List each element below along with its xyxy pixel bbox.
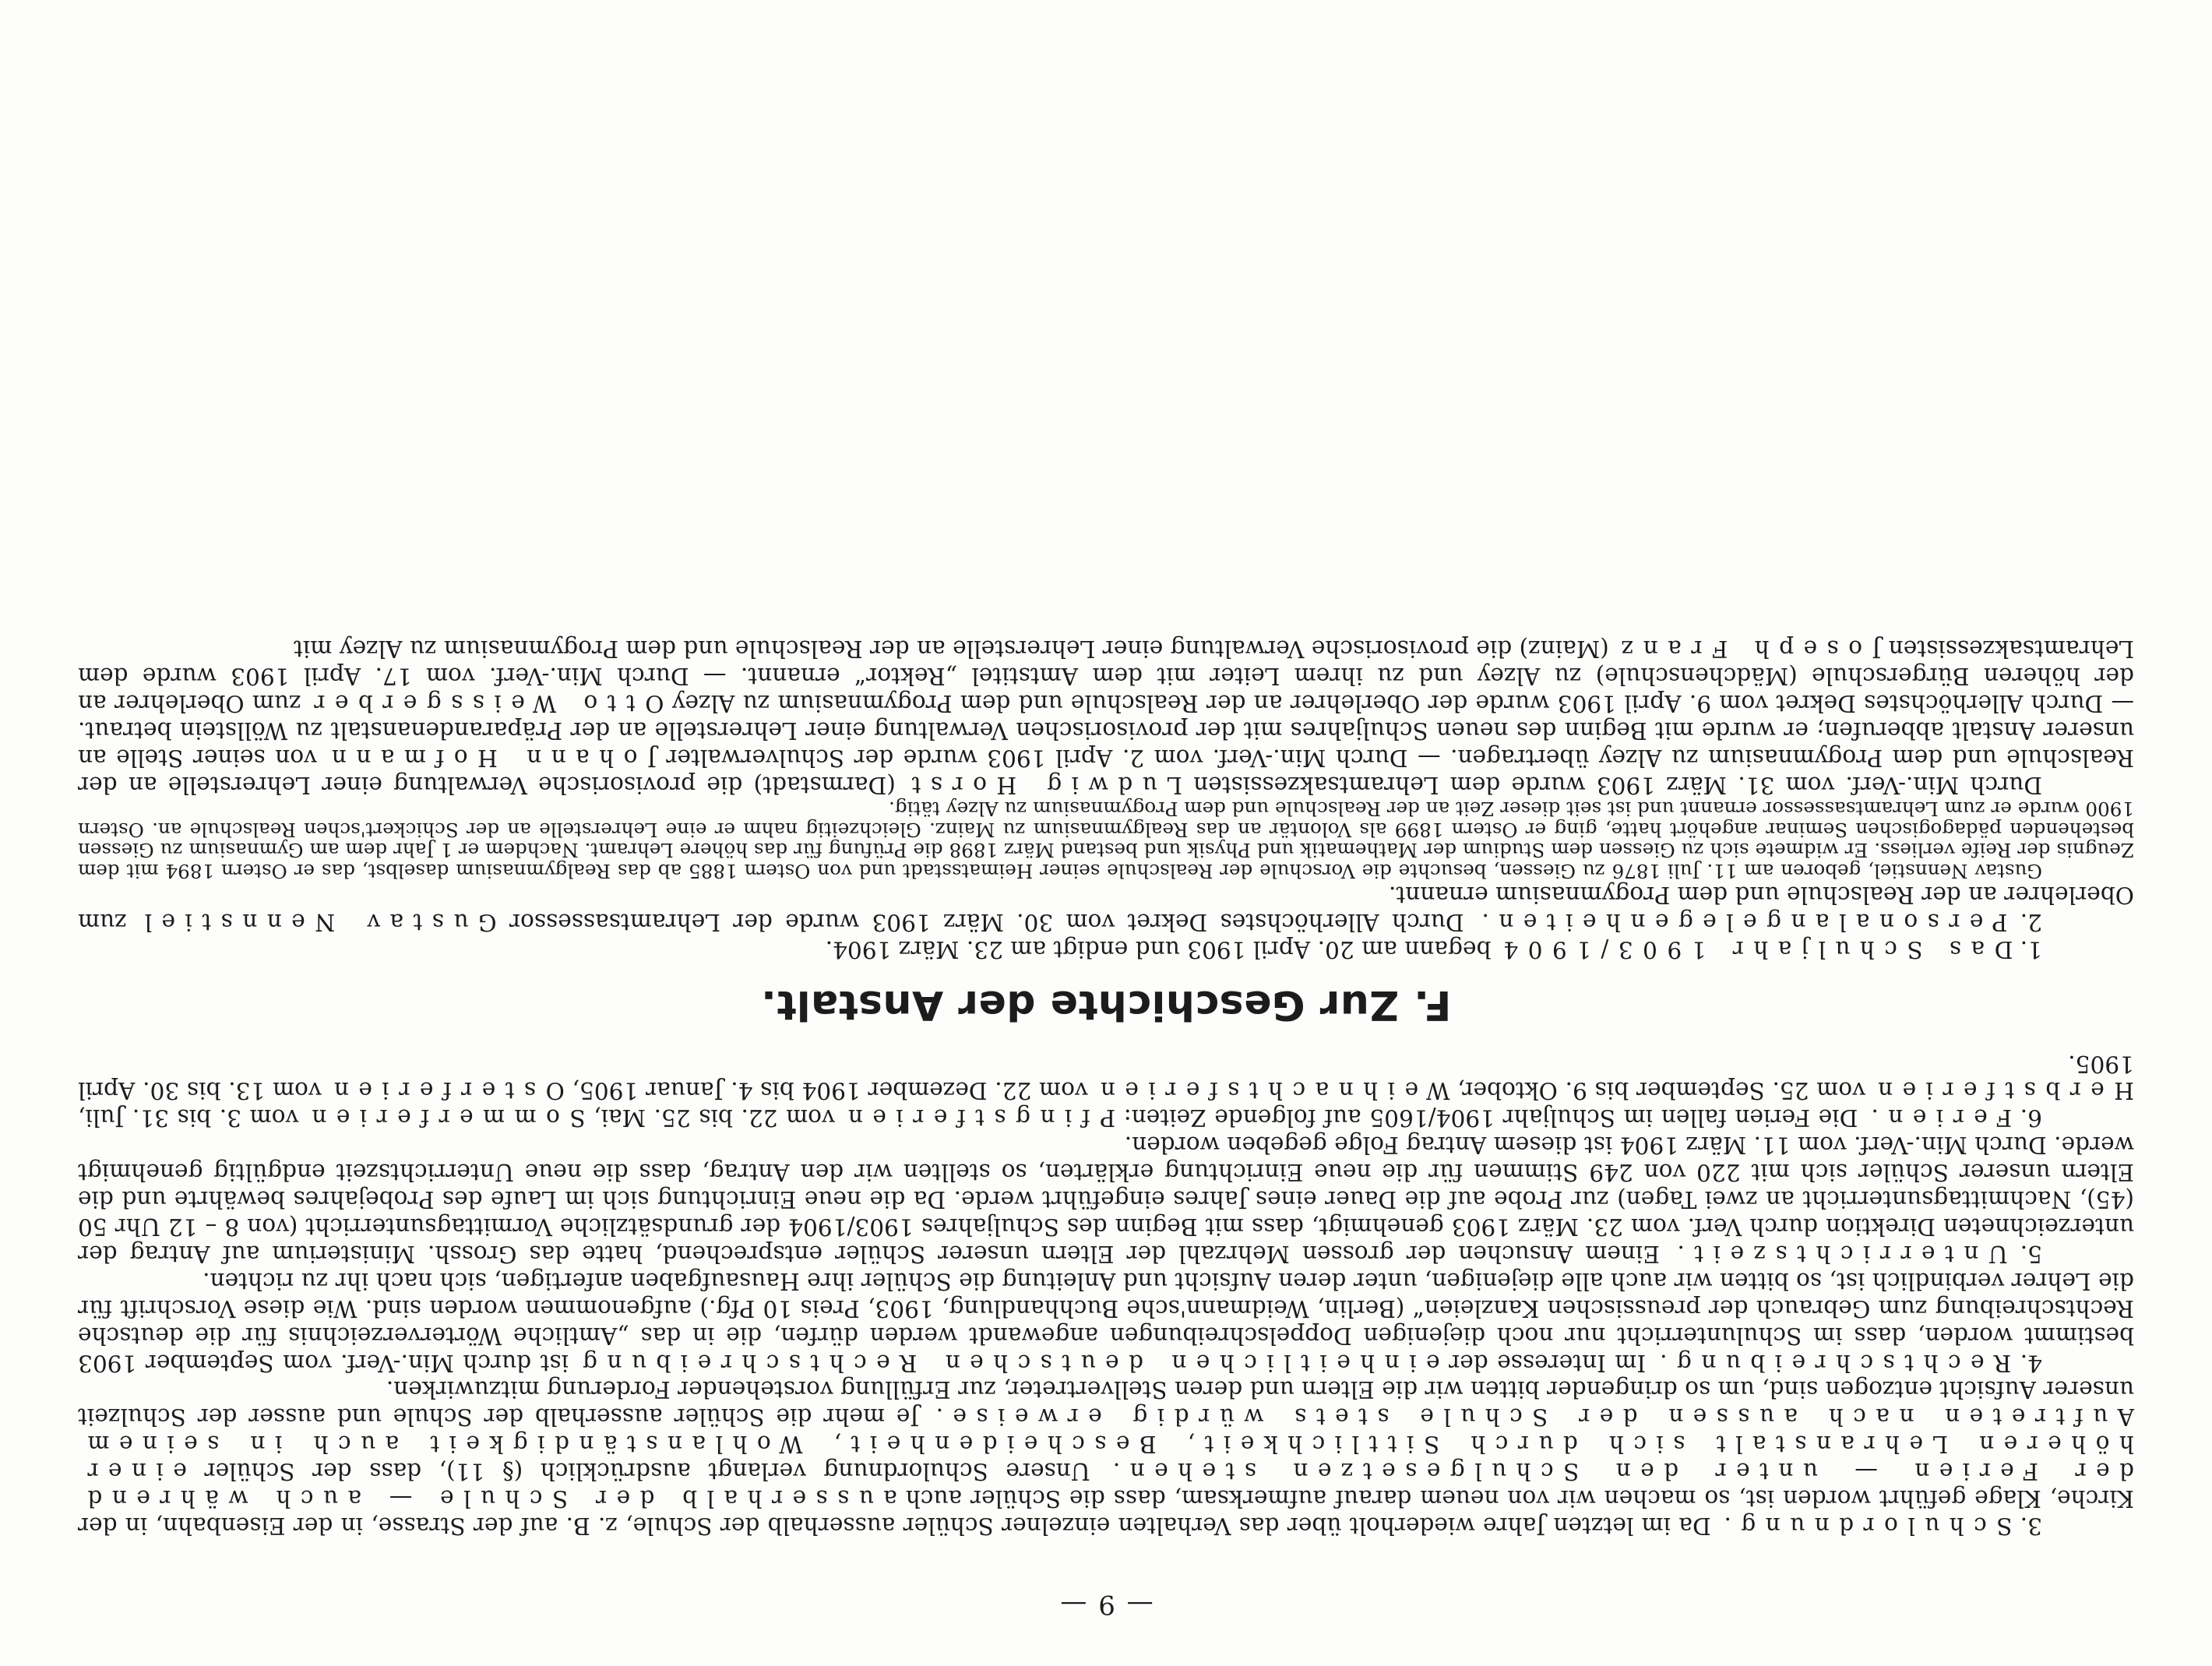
paragraph-rechtschreibung	[78, 1267, 2134, 1376]
item-text: Im Interesse der	[1449, 1349, 1647, 1376]
paragraph-personalangelegenheiten	[78, 881, 2134, 935]
item-title: Das Schuljahr 1903/1904	[1493, 935, 2013, 963]
item-title: Unterrichtszeit.	[1668, 1240, 2008, 1267]
item-title: Personalangelegenheiten.	[1472, 908, 2008, 935]
paragraph-ferien	[78, 1050, 2134, 1132]
emphasis-text: Gustav Nennstiel	[135, 908, 497, 935]
item-text: vom 22. Dezember 1904 bis 4. Januar 1905,	[572, 1077, 1088, 1104]
emphasis-text: Herbstferien	[1868, 1077, 2134, 1104]
item-text: Einem Ansuchen der grossen Mehrzahl der Eltern unserer Schüler entsprechend, hatte das Grossh. Ministerium auf Antrag der unterzeichneten Direktion durch Verf. vom 23. März 1903 genehmigt, dass mit Beginn des Schuljahres 1903/1904 der grundsätzliche Vormittagsunterricht (von 8 – 12 Uhr 50 (45), Nachmittagsunterricht an zwei Tagen) zur Probe auf die Dauer eines Jahres eingeführt werde. Da die neue Einrichtung sich im Laufe des Probejahres bewährte und die Eltern unserer Schüler sich mit 220 von 249 Stimmen für die neue Einrichtung erklärten, so stellten wir den Antrag, dass die neue Unterrichtszeit endgültig genehmigt werde. Durch Min.-Verf. vom 11. März 1904 ist diesem Antrag Folge gegeben worden.	[78, 1132, 2134, 1267]
emphasis-text: Joseph Franz	[1611, 636, 1882, 663]
item-title: Ferien.	[1862, 1104, 2013, 1132]
item-text: Unsere Schulordnung verlangt ausdrücklich (§ 11), dass der Schüler	[204, 1458, 1090, 1485]
item-number: 2.	[2020, 908, 2042, 935]
item-text: Die Ferien fallen im Schuljahr 1904/1605 auf folgende Zeiten:	[1123, 1104, 1858, 1132]
item-text: von seiner Stelle an unserer Anstalt abberufen; er wurde mit Beginn des neuen Schuljahres mit der provisorischen Verwaltung einer Lehrerstelle an der Präparandenanstalt zu Wöllstein betraut. — Durch Allerhöchstes Dekret vom 9. April 1903 wurde der Oberlehrer an der Realschule und dem Progymnasium zu Alzey	[78, 690, 2134, 772]
paragraph-schuljahr	[78, 935, 2134, 963]
item-text: zum Oberlehrer an der höheren Bürgerschule (Mädchenschule) zu Alzey und zu ihrem Leiter mit dem Amtstitel „Rektor“ ernannt. — Durch Min.-Verf. vom 17. April 1903 wurde dem Lehramtsakzessisten	[78, 636, 2134, 717]
paragraph-schulordnung	[78, 1376, 2134, 1539]
item-number: 5.	[2020, 1240, 2042, 1267]
emphasis-text: ausserhalb der Schule — auch während der Ferien — unter den Schulgesetzen stehen.	[78, 1458, 2134, 1513]
emphasis-text: Pfingstferien	[838, 1104, 1116, 1132]
item-text: ist durch Min.-Verf. vom September 1903 bestimmt worden, dass im Schulunterricht nur noch diejenigen Doppelschreibungen angewandt werden dürfen, die in das „Amtliche Wörterverzeichnis für die deutsche Rechtschreibung zum Gebrauch der preussischen Kanzleien“ (Berlin, Weidmann'sche Buchhandlung, 1903, Preis 10 Pfg.) aufgenommen worden sind. Wie diese Vorschrift für die Lehrer verbindlich ist, so bitten wir auch alle diejenigen, unter deren Aufsicht und Anleitung die Schüler ihre Hausaufgaben anfertigen, sich nach ihr zu richten.	[78, 1267, 2134, 1376]
paragraph-unterrichtszeit	[78, 1131, 2134, 1267]
item-text: Je mehr die Schüler ausserhalb der Schule und ausser der Schulzeit unserer Aufsicht entzogen sind, um so dringender bitten wir die Eltern und deren Stellvertreter, zur Erfüllung vorstehender Forderung mitzuwirken.	[78, 1376, 2134, 1431]
item-text: vom 13. bis 30. April 1905.	[78, 1050, 2134, 1104]
paragraph-personnel-changes	[78, 636, 2134, 798]
biography-note: Gustav Nennstiel, geboren am 11. Juli 1876 zu Giessen, besuchte die Vorschule der Realschule seiner Heimatsstadt und von Ostern 1885 ab das Realgymnasium daselbst, das er Ostern 1894 mit dem Zeugnis der Reife verliess. Er widmete sich zu Giessen dem Studium der Mathematik und Physik und bestand März 1898 die Prüfung für das höhere Lehramt. Nachdem er 1 Jahr dem am Gymnasium zu Giessen bestehenden pädagogischen Seminar angehört hatte, ging er Ostern 1899 als Volontär an das Realgymnasium zu Mainz. Gleichzeitig nahm er eine Lehrerstelle an der Schickert'schen Realschule an. Ostern 1900 wurde er zum Lehramtsassessor ernannt und ist seit dieser Zeit an der Realschule und dem Progymnasium zu Alzey tätig.	[78, 798, 2134, 882]
emphasis-text: Osterferien	[324, 1077, 565, 1104]
item-text: (Darmstadt) die provisorische Verwaltung einer Lehrerstelle an der Realschule und dem Progymnasium zu Alzey übertragen. — Durch Min.-Verf. vom 2. April 1903 wurde der Schulverwalter	[78, 745, 2134, 798]
emphasis-text: einheitlichen deutschen Rechtschreibung	[572, 1349, 1440, 1376]
emphasis-text: einer höheren Lehranstalt sich durch Sittlichkeit, Bescheidenheit, Wohlanständigkeit auch in seinem Auftreten nach aussen der Schule stets würdig erweise.	[78, 1404, 2134, 1485]
page-number: — 9 —	[1058, 1589, 1154, 1620]
item-text: vom 25. September bis 9. Oktober,	[1457, 1077, 1865, 1104]
page-content-rotated	[78, 101, 2134, 1620]
item-number: 6.	[2020, 1104, 2042, 1132]
emphasis-text: Otto Weissgerber	[304, 690, 664, 717]
section-heading-f: F. Zur Geschichte der Anstalt.	[760, 981, 1452, 1028]
item-text: Durch Min.-Verf. vom 31. März 1903 wurde dem Lehramtsakzessisten	[1193, 771, 2042, 798]
item-number: 1.	[2020, 935, 2042, 963]
item-number: 3.	[2020, 1513, 2042, 1539]
item-text: vom 3. bis 31. Juli,	[78, 1104, 299, 1132]
item-title: Rechtschreibung.	[1650, 1349, 2012, 1376]
item-title: Schulordnung.	[1714, 1513, 2013, 1539]
emphasis-text: Ludwig Horst	[902, 771, 1182, 798]
item-text: vom 22. bis 25. Mai,	[594, 1104, 835, 1132]
emphasis-text: Sommerferien	[301, 1104, 586, 1132]
item-text: Durch Allerhöchstes Dekret vom 30. März 1903 wurde der Lehramtsassessor	[509, 908, 1464, 935]
item-text: begann am 20. April 1903 und endigt am 23. März 1904.	[825, 935, 1492, 963]
item-number: 4.	[2020, 1349, 2042, 1376]
emphasis-text: Weihnachtsferien	[1090, 1077, 1450, 1104]
item-text: (Mainz) die provisorische Verwaltung einer Lehrerstelle an der Realschule und dem Progymnasium zu Alzey mit	[294, 636, 1609, 663]
emphasis-text: Johann Hofmann	[322, 745, 657, 772]
item-text: zum Oberlehrer an der Realschule und dem Progymnasium ernannt.	[78, 881, 2134, 935]
item-text: Da im letzten Jahre wiederholt über das Verhalten einzelner Schüler ausserhalb der Schule, z. B. auf der Strasse, in der Eisenbahn, in der Kirche, Klage geführt worden ist, so machen wir von neuem darauf aufmerksam, dass die Schüler auch	[78, 1485, 2134, 1539]
